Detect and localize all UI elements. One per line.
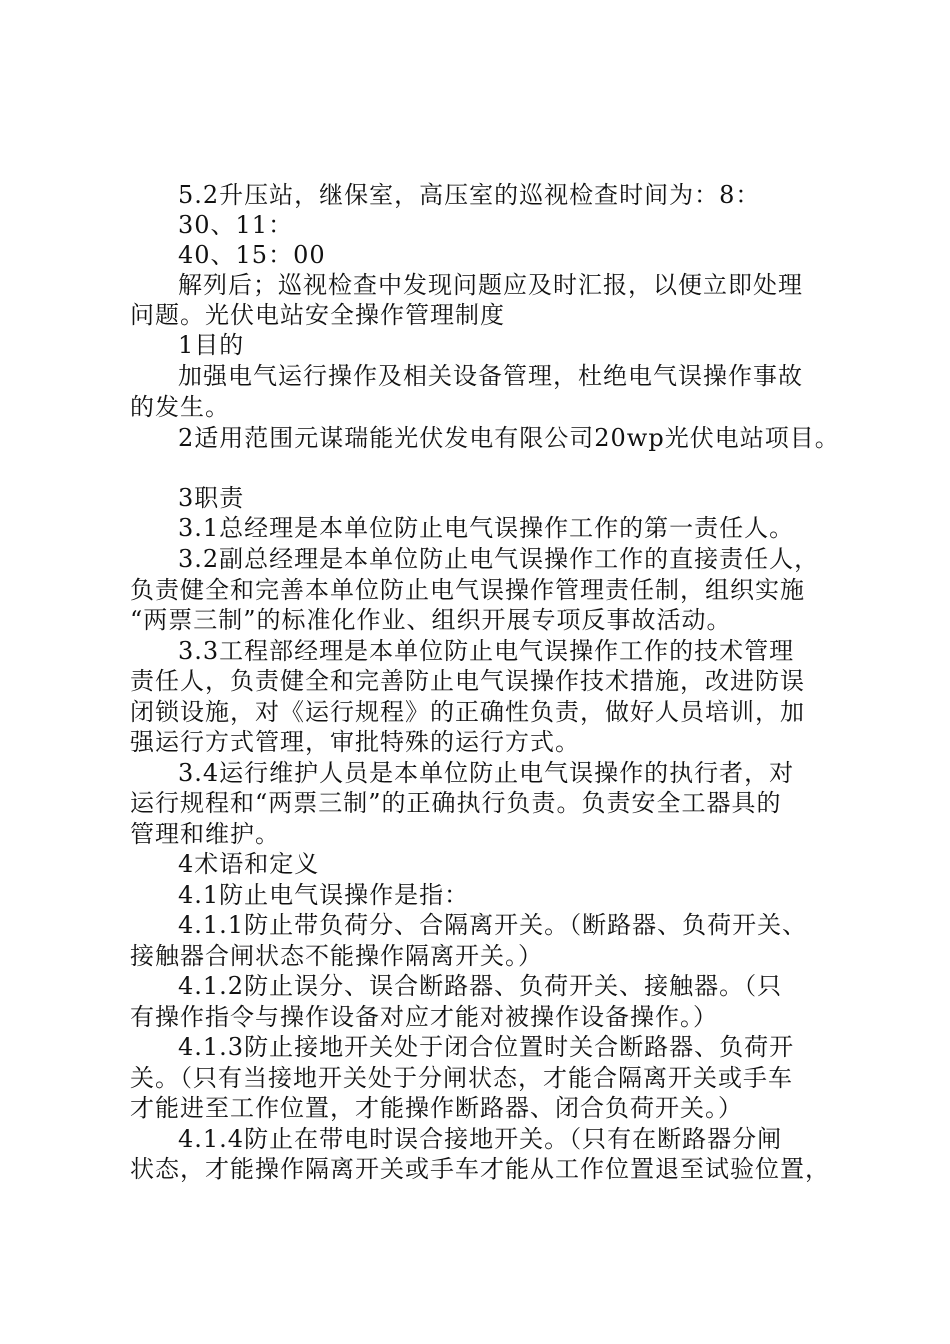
- text-line: 的发生。: [130, 393, 230, 421]
- text-line: 有操作指令与操作设备对应才能对被操作设备操作。）: [130, 1003, 718, 1031]
- text-line: 3.3工程部经理是本单位防止电气误操作工作的技术管理: [178, 637, 795, 665]
- text-line: 3.4运行维护人员是本单位防止电气误操作的执行者，对: [178, 759, 795, 787]
- section-heading: 1目的: [178, 331, 245, 359]
- text-line: 4.1.4防止在带电时误合接地开关。（只有在断路器分闸: [178, 1125, 783, 1153]
- text-line: 2适用范围元谋瑞能光伏发电有限公司20wp光伏电站项目。: [178, 424, 840, 452]
- text-line: 加强电气运行操作及相关设备管理，杜绝电气误操作事故: [178, 362, 803, 390]
- text-line: 接触器合闸状态不能操作隔离开关。）: [130, 942, 543, 970]
- text-line: 责任人，负责健全和完善防止电气误操作技术措施，改进防误: [130, 667, 805, 695]
- section-heading: 3职责: [178, 484, 245, 512]
- text-line: 问题。光伏电站安全操作管理制度: [130, 301, 505, 329]
- text-line: 4.1.3防止接地开关处于闭合位置时关合断路器、负荷开: [178, 1033, 795, 1061]
- text-line: 4.1.2防止误分、误合断路器、负荷开关、接触器。（只: [178, 972, 783, 1000]
- text-line: 状态，才能操作隔离开关或手车才能从工作位置退至试验位置，: [130, 1155, 830, 1183]
- text-line: 关。（只有当接地开关处于分闸状态，才能合隔离开关或手车: [130, 1064, 793, 1092]
- text-line: 才能进至工作位置，才能操作断路器、闭合负荷开关。）: [130, 1094, 743, 1122]
- text-line: 30、11：: [178, 211, 294, 239]
- text-line: 3.1总经理是本单位防止电气误操作工作的第一责任人。: [178, 514, 795, 542]
- text-line: 4.1防止电气误操作是指：: [178, 881, 470, 909]
- text-line: 强运行方式管理，审批特殊的运行方式。: [130, 728, 580, 756]
- section-heading: 4术语和定义: [178, 850, 320, 878]
- text-line: 3.2副总经理是本单位防止电气误操作工作的直接责任人，: [178, 545, 820, 573]
- text-line: 负责健全和完善本单位防止电气误操作管理责任制，组织实施: [130, 576, 805, 604]
- text-line: 闭锁设施，对《运行规程》的正确性负责，做好人员培训，加: [130, 698, 805, 726]
- text-line: 管理和维护。: [130, 820, 280, 848]
- text-line: 解列后；巡视检查中发现问题应及时汇报，以便立即处理: [178, 271, 803, 299]
- text-line: 40、15：00: [178, 241, 326, 269]
- text-line: 5.2升压站，继保室，高压室的巡视检查时间为：8：: [178, 181, 761, 209]
- text-line: 运行规程和“两票三制”的正确执行负责。负责安全工器具的: [130, 789, 782, 817]
- text-line: “两票三制”的标准化作业、组织开展专项反事故活动。: [130, 606, 732, 634]
- text-line: 4.1.1防止带负荷分、合隔离开关。（断路器、负荷开关、: [178, 911, 808, 939]
